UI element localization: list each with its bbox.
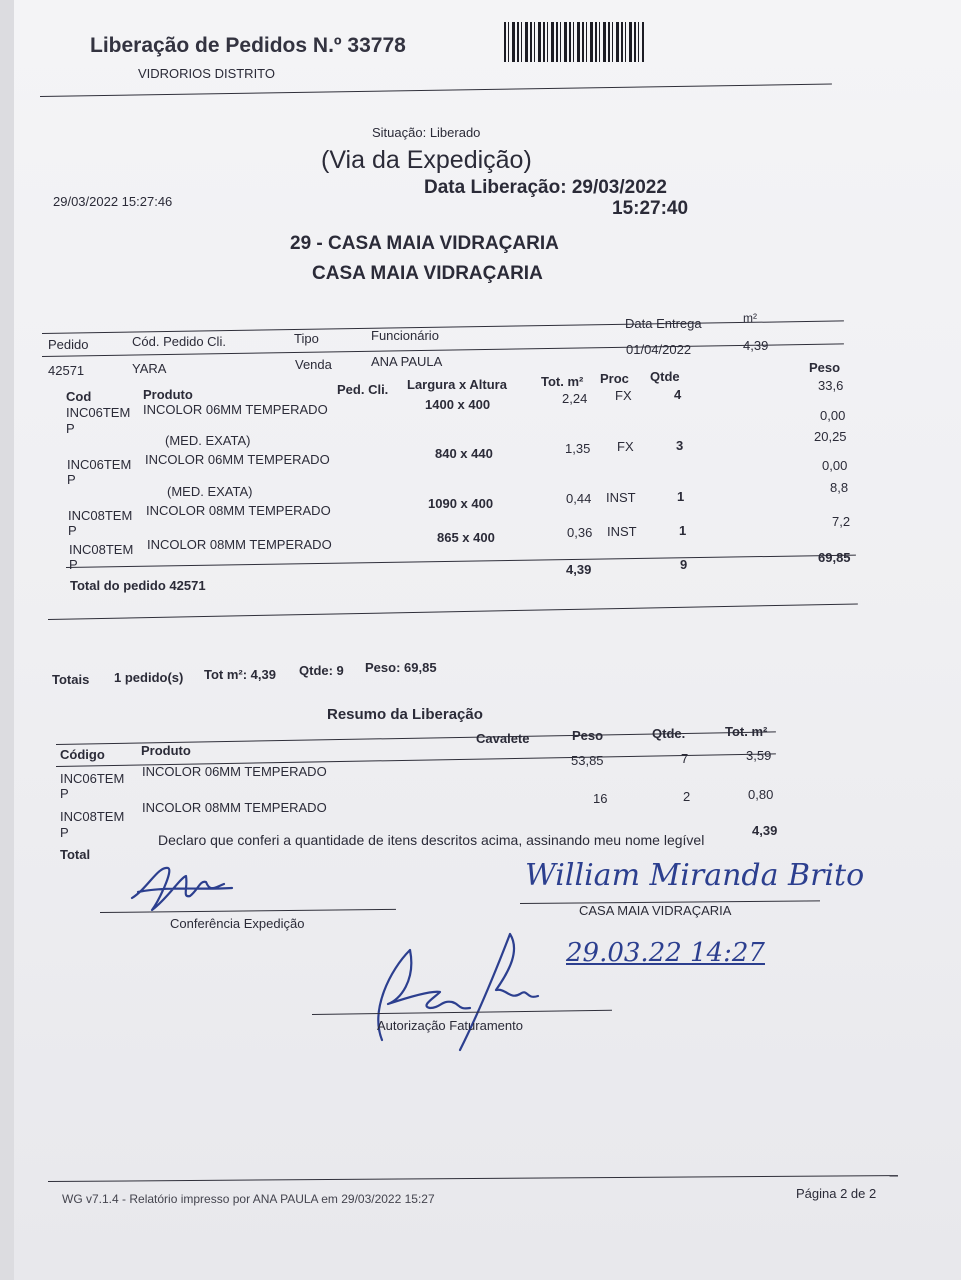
item-peso: 8,8 [830, 480, 849, 495]
item-cod: INC06TEM [66, 405, 131, 420]
item-peso: 20,25 [814, 429, 847, 444]
totais-qtde: Qtde: 9 [299, 663, 344, 678]
data-liberacao-time: 15:27:40 [612, 198, 689, 219]
order-total-label: Total do pedido 42571 [70, 578, 206, 593]
conferencia-signature [128, 858, 238, 918]
totais-peso: Peso: 69,85 [365, 660, 437, 675]
resumo-row-produto: INCOLOR 08MM TEMPERADO [142, 800, 327, 815]
col-data-entrega: Data Entrega [625, 316, 702, 331]
barcode [504, 22, 644, 62]
item-proc: INST [607, 524, 637, 539]
item-proc: FX [615, 388, 632, 403]
client-name-line2: CASA MAIA VIDRAÇARIA [312, 263, 543, 284]
item-col-produto: Produto [143, 387, 193, 402]
resumo-col-tot-m2: Tot. m² [725, 724, 768, 739]
resumo-col-codigo: Código [60, 747, 105, 762]
item-cod: INC08TEM [68, 508, 133, 523]
item-cod-suffix: P [66, 421, 75, 436]
page-edge [0, 0, 14, 1280]
recipient-handwritten-name: William Miranda Brito [525, 858, 865, 893]
item-cod: INC08TEM [69, 542, 134, 557]
item-medida: 840 x 440 [435, 446, 493, 461]
resumo-row-tot-m2: 3,59 [746, 748, 772, 763]
resumo-row-tot-m2: 0,80 [748, 787, 774, 802]
resumo-title: Resumo da Liberação [327, 706, 483, 723]
resumo-total-label: Total [60, 847, 91, 862]
order-total-peso: 69,85 [818, 550, 851, 565]
val-m2: 4,39 [743, 338, 769, 353]
totais-pedidos: 1 pedido(s) [114, 670, 184, 685]
val-cod-pedido-cli: YARA [132, 361, 167, 376]
resumo-row-codigo-suffix: P [60, 825, 69, 840]
footer-page-number: Página 2 de 2 [796, 1186, 877, 1201]
item-produto: INCOLOR 08MM TEMPERADO [146, 503, 331, 518]
resumo-total-tot-m2: 4,39 [752, 823, 778, 838]
item-produto: INCOLOR 08MM TEMPERADO [147, 537, 332, 552]
declaration-text: Declaro que conferi a quantidade de itens descritos acima, assinando meu nome legível [158, 832, 705, 848]
col-pedido: Pedido [48, 337, 89, 352]
item-obs: (MED. EXATA) [167, 484, 253, 499]
situacao: Situação: Liberado [372, 125, 481, 140]
item-col-ped-cli: Ped. Cli. [337, 382, 389, 397]
recipient-company: CASA MAIA VIDRAÇARIA [579, 903, 732, 918]
item-qtde: 1 [677, 489, 685, 504]
resumo-col-produto: Produto [141, 743, 191, 758]
col-m2: m² [743, 311, 757, 325]
data-liberacao: Data Liberação: 29/03/2022 [424, 177, 667, 198]
resumo-col-cavalete: Cavalete [476, 731, 530, 746]
client-name-line1: 29 - CASA MAIA VIDRAÇARIA [290, 233, 559, 254]
val-pedido: 42571 [48, 363, 85, 378]
item-produto: INCOLOR 06MM TEMPERADO [145, 452, 330, 467]
item-tot-m2: 0,44 [566, 491, 592, 506]
item-qtde: 1 [679, 523, 687, 538]
item-cod-suffix: P [67, 472, 76, 487]
conferencia-label: Conferência Expedição [170, 916, 305, 931]
item-qtde: 3 [676, 438, 684, 453]
item-proc: INST [606, 490, 636, 505]
item-cod-suffix: P [68, 523, 77, 538]
item-produto: INCOLOR 06MM TEMPERADO [143, 402, 328, 417]
item-col-proc: Proc [600, 371, 629, 386]
item-col-cod: Cod [66, 389, 92, 404]
resumo-col-qtde: Qtde. [652, 726, 686, 741]
item-medida: 1400 x 400 [425, 397, 491, 412]
print-datetime: 29/03/2022 15:27:46 [53, 194, 173, 209]
resumo-col-peso: Peso [572, 728, 604, 743]
item-peso-secondary: 0,00 [820, 408, 846, 423]
item-tot-m2: 1,35 [565, 441, 591, 456]
item-peso: 33,6 [818, 378, 844, 393]
col-cod-pedido-cli: Cód. Pedido Cli. [132, 334, 226, 349]
item-medida: 865 x 400 [437, 530, 495, 545]
resumo-row-produto: INCOLOR 06MM TEMPERADO [142, 764, 327, 779]
order-total-m2: 4,39 [566, 562, 592, 577]
resumo-row-codigo: INC08TEM [60, 809, 125, 824]
item-medida: 1090 x 400 [428, 496, 494, 511]
item-qtde: 4 [674, 387, 682, 402]
document-title: Liberação de Pedidos N.º 33778 [90, 34, 406, 57]
item-peso: 7,2 [832, 514, 851, 529]
col-tipo: Tipo [294, 331, 319, 346]
resumo-row-peso: 53,85 [571, 753, 604, 768]
totais-tot-m2: Tot m²: 4,39 [204, 667, 276, 682]
item-cod: INC06TEM [67, 457, 132, 472]
val-data-entrega: 01/04/2022 [626, 342, 692, 357]
order-total-qtde: 9 [680, 557, 688, 572]
col-funcionario: Funcionário [371, 328, 439, 343]
footer-printed-by: WG v7.1.4 - Relatório impresso por ANA PAULA em 29/03/2022 15:27 [62, 1192, 435, 1206]
autorizacao-label: Autorização Faturamento [377, 1018, 523, 1033]
resumo-row-qtde: 7 [681, 751, 689, 766]
item-proc: FX [617, 439, 634, 454]
resumo-row-peso: 16 [593, 791, 608, 806]
via-label: (Via da Expedição) [321, 146, 532, 174]
item-col-tot-m2: Tot. m² [541, 374, 584, 389]
autorizacao-signature [360, 930, 560, 1060]
item-col-largura-altura: Largura x Altura [407, 377, 507, 392]
resumo-row-codigo-suffix: P [60, 786, 69, 801]
item-peso-secondary: 0,00 [822, 458, 848, 473]
item-obs: (MED. EXATA) [165, 433, 251, 448]
item-tot-m2: 2,24 [562, 391, 588, 406]
item-tot-m2: 0,36 [567, 525, 593, 540]
company-name: VIDRORIOS DISTRITO [138, 66, 275, 81]
resumo-row-codigo: INC06TEM [60, 771, 125, 786]
handwritten-date: 29.03.22 14:27 [566, 938, 765, 968]
item-cod-suffix: P [69, 557, 78, 572]
val-funcionario: ANA PAULA [371, 354, 443, 369]
resumo-row-qtde: 2 [683, 789, 691, 804]
val-tipo: Venda [295, 357, 332, 372]
item-col-peso: Peso [809, 360, 841, 375]
totais-label: Totais [52, 672, 90, 687]
item-col-qtde: Qtde [650, 369, 680, 384]
